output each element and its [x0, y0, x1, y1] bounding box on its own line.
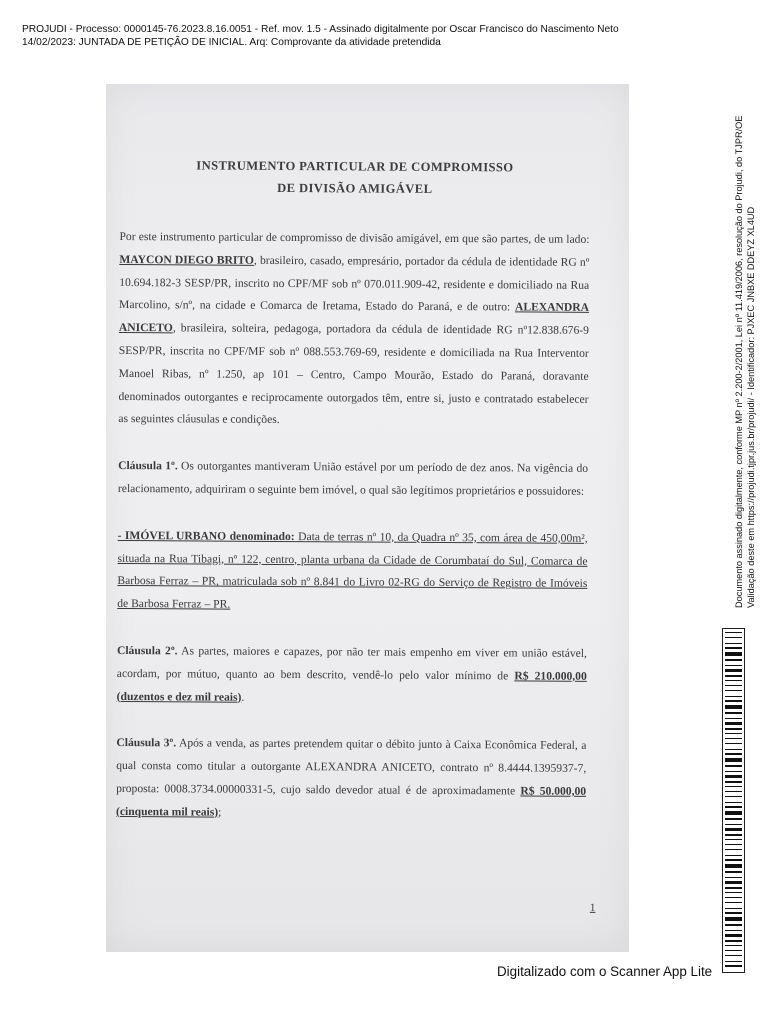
clause-1-text: Os outorgantes mantiveram União estável por um período de dez anos. Na vigência do relacionamento, adquiriram o seguinte bem imóvel, o qual são legítimos proprietários e possuidores: [117, 459, 589, 498]
barcode-stripe [725, 643, 742, 644]
barcode-stripe [725, 940, 742, 942]
barcode-stripe [725, 864, 742, 868]
barcode-stripe [725, 690, 742, 691]
barcode-stripe [725, 685, 742, 686]
clause-2-end: . [241, 690, 245, 704]
clause-2-text: As partes, maiores e capazes, por não ter mais empenho em viver em união estável, acordam, por mútuo, quanto ao bem descrito, vendê-lo pelo valor mínimo de [116, 644, 587, 683]
barcode-stripe [725, 806, 742, 808]
stamp-line-1: Documento assinado digitalmente, conforme MP nº 2.200-2/2001, Lei nº 11.419/2006, resolução do Projudi, do TJPR/OE [734, 115, 744, 608]
barcode-stripe [725, 728, 742, 730]
barcode-stripe [725, 917, 742, 921]
property-label: - IMÓVEL URBANO denominado: [117, 528, 295, 543]
barcode-stripe [725, 961, 742, 962]
barcode-stripe [725, 844, 742, 845]
clause-3-paragraph [116, 732, 587, 826]
barcode-stripe [725, 811, 742, 815]
barcode-stripe [725, 902, 742, 903]
barcode-stripe [725, 930, 742, 931]
barcode-stripe [725, 733, 742, 734]
barcode-stripe [725, 637, 742, 638]
barcode-stripe [725, 887, 742, 889]
barcode-stripe [725, 700, 742, 702]
barcode-stripe [725, 738, 742, 739]
barcode-stripe [725, 791, 742, 792]
clause-3-amount: R$ 50.000,00 (cinquenta mil reais) [115, 784, 587, 819]
barcode-stripe [725, 765, 742, 767]
scanner-app-footer: Digitalizado com o Scanner App Lite [497, 964, 713, 979]
barcode-stripe [725, 965, 742, 967]
clause-2-amount: R$ 210.000,00 (duzentos e dez mil reais) [116, 669, 587, 704]
intro-text-3: , brasileira, solteira, pedagoga, portadora da cédula de identidade RG nº12.838.676-9 SESP/PR, inscrita no CPF/MF sob nº 088.553.769-69, residente e domiciliada na Rua Interventor Manoel Ribas, nº 1.250, ap 101 – Centro, Campo Mourão, Estado do Paraná, doravante denominados outorgantes e reciprocamente outorgados têm, entre si, justo e contratado estabelecer as seguintes cláusulas e condições. [118, 321, 589, 427]
barcode-stripe [725, 675, 742, 677]
party-1-name: MAYCON DIEGO BRITO [119, 252, 254, 267]
barcode-stripe [725, 669, 742, 672]
process-header-line-2: 14/02/2023: JUNTADA DE PETIÇÃO DE INICIAL. Arq: Comprovante da atividade pretendida [22, 36, 441, 48]
party-2-name: ALEXANDRA ANICETO [118, 300, 590, 335]
intro-text-1: Por este instrumento particular de compromisso de divisão amigável, em que são partes, de um lado: [119, 229, 590, 246]
document-title [120, 154, 590, 201]
barcode-stripe [725, 696, 742, 697]
barcode-stripe [725, 908, 742, 909]
clause-1-label: Cláusula 1º. [118, 459, 178, 473]
barcode-stripe [725, 758, 742, 762]
contract-document [115, 154, 596, 914]
barcode-stripe [725, 749, 742, 750]
barcode-stripe [725, 753, 742, 755]
barcode-stripe [725, 705, 742, 709]
barcode-stripe [725, 771, 742, 772]
barcode-stripe [725, 652, 742, 656]
clause-3-text: Após a venda, as partes pretendem quitar o débito junto à Caixa Econômica Federal, a qual consta como titular a outorgante ALEXANDRA ANICETO, contrato nº 8.4444.1395937-7, proposta: 0008.3734.00000331-5, cujo saldo devedor atual é de aproximadamente [116, 736, 587, 798]
barcode-stripe [725, 722, 742, 725]
barcode-stripe [725, 718, 742, 719]
barcode-stripe [725, 897, 742, 898]
barcode-stripe [725, 743, 742, 744]
barcode-stripe [725, 834, 742, 836]
barcode-stripe [725, 796, 742, 797]
barcode-stripe [725, 924, 742, 926]
barcode-stripe [725, 659, 742, 661]
document-title-line-2: DE DIVISÃO AMIGÁVEL [277, 180, 433, 196]
scanned-document-photo [106, 84, 629, 952]
barcode-stripe [725, 955, 742, 956]
process-header-line-1: PROJUDI - Processo: 0000145-76.2023.8.16.0051 - Ref. mov. 1.5 - Assinado digitalmente por Oscar Francisco do Nascimento Neto [22, 24, 619, 35]
intro-paragraph [118, 226, 589, 434]
barcode-stripe [725, 824, 742, 825]
clause-1-paragraph [118, 455, 588, 503]
barcode-stripe [725, 828, 742, 831]
barcode-stripe [725, 892, 742, 893]
clause-3-end: ; [218, 805, 222, 819]
document-title-line-1: INSTRUMENTO PARTICULAR DE COMPROMISSO [196, 158, 514, 175]
barcode-stripe [725, 881, 742, 884]
barcode-stripe [725, 786, 742, 787]
barcode-stripe [725, 680, 742, 681]
barcode-stripe [725, 775, 742, 778]
barcode-stripe [725, 859, 742, 861]
stamp-text-block [717, 68, 756, 608]
barcode-stripe [725, 818, 742, 820]
barcode-stripe [725, 647, 742, 649]
barcode-stripe [725, 839, 742, 840]
barcode-stripe [725, 912, 742, 914]
clause-2-paragraph [117, 640, 587, 711]
stamp-line-2: Validação deste em https://projudi.tjpr.jus.br/projudi/ - Identificador: PJXEC JNBXE DDEYZ XL4UD [746, 206, 756, 608]
barcode-stripe [725, 871, 742, 873]
property-paragraph [117, 525, 588, 619]
barcode-stripe [725, 849, 742, 850]
barcode [722, 628, 745, 973]
barcode-stripe [725, 802, 742, 803]
property-text: Data de terras nº 10, da Quadra nº 35, com área de 450,00m², situada na Rua Tibagi, nº 122, centro, planta urbana da Cidade de Corumbataí do Sul, Comarca de Barbosa Ferraz – PR, matriculada sob nº 8.841 do Livro 02-RG do Serviço de Registro de Imóveis de Barbosa Ferraz – PR. [117, 529, 588, 611]
digital-signature-stamp [717, 68, 756, 978]
process-header [22, 24, 722, 49]
intro-text-2: , brasileiro, casado, empresário, portador da cédula de identidade RG nº 10.694.182-3 SESP/PR, inscrito no CPF/MF sob nº 070.011.909-42, residente e domiciliado na Rua Marcolino, s/nº, na cidade e Comarca de Iretama, Estado do Paraná, e de outro: [119, 253, 590, 314]
clause-3-label: Cláusula 3º. [116, 736, 177, 750]
barcode-stripe [725, 877, 742, 878]
page-number: 1 [589, 901, 596, 914]
barcode-stripe [725, 945, 742, 946]
clause-2-label: Cláusula 2º. [116, 643, 178, 658]
barcode-stripe [725, 950, 742, 951]
barcode-stripe [725, 934, 742, 937]
barcode-stripe [725, 632, 742, 633]
barcode-stripe [725, 665, 742, 666]
barcode-stripe [725, 855, 742, 856]
barcode-stripe [725, 712, 742, 714]
barcode-stripe [725, 781, 742, 783]
